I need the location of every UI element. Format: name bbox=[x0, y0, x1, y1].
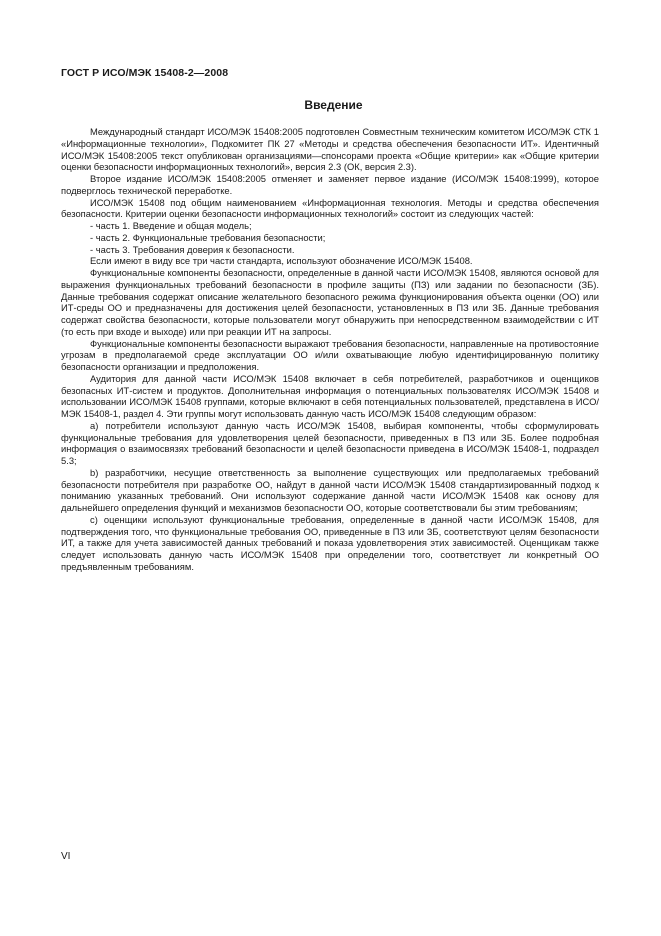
paragraph: Если имеют в виду все три части стандарта, используют обозначение ИСО/МЭК 15408. bbox=[90, 255, 473, 267]
paragraph: Функциональные компоненты безопасности, определенные в данной части ИСО/МЭК 15408, являются основой для выражения функциональных требований безопасности в профиле защиты (ПЗ) или задании по безопасности (ЗБ). Данные требования содержат описание желательного безопасного режима функционирования объекта оценки (ОО) или ИТ-среды ОО и предназначены для достижения целей безопасности, установленных в ПЗ или ЗБ. Данные требования содержат свойства безопасности, которые пользователи могут обнаружить при непосредственном взаимодействии с ИТ (то есть при входе и выходе) или при реакции ИТ на запросы. bbox=[61, 267, 599, 337]
paragraph: Второе издание ИСО/МЭК 15408:2005 отменяет и заменяет первое издание (ИСО/МЭК 15408:1999), которое подверглось технической переработке. bbox=[61, 173, 599, 196]
page-number: VI bbox=[61, 851, 71, 862]
paragraph: Международный стандарт ИСО/МЭК 15408:2005 подготовлен Совместным техническим комитетом ИСО/МЭК СТК 1 «Информационные технологии», Подкомитет ПК 27 «Методы и средства обеспечения безопасности ИТ». Идентичный ИСО/МЭК 15408:2005 текст опубликован организациями—спонсорами проекта «Общие критерии» как «Общие критерии оценки безопасности информационных технологий», версия 2.3 (ОК, версия 2.3). bbox=[61, 126, 599, 173]
paragraph: Аудитория для данной части ИСО/МЭК 15408 включает в себя потребителей, разработчиков и оценщиков безопасных ИТ-систем и продуктов. Дополнительная информация о потенциальных пользователях ИСО/МЭК 15408 и использовании ИСО/МЭК 15408 группами, которые включают в себя потенциальных пользователей, представлена в ИСО/МЭК 15408-1, раздел 4. Эти группы могут использовать данную часть ИСО/МЭК 15408 следующим образом: bbox=[61, 372, 599, 419]
paragraph: c) оценщики используют функциональные требования, определенные в данной части ИСО/МЭК 15408, для подтверждения того, что функциональные требования ОО, приведенные в ПЗ или ЗБ, соответствуют целям безопасности ИТ, а также для учета зависимостей данных требований и показа удовлетворения этих зависимостей. Оценщикам также следует использовать данную часть ИСО/МЭК 15408 при определении того, соответствует ли конкретный ОО предъявленным требованиям. bbox=[61, 513, 599, 572]
paragraph: b) разработчики, несущие ответственность за выполнение существующих или предполагаемых требований безопасности потребителя при разработке ОО, найдут в данной части ИСО/МЭК 15408 стандартизированный подход к пониманию указанных требований. Они используют содержание данной части ИСО/МЭК 15408 как основу для дальнейшего определения функций и механизмов безопасности ОО, которые соответствовали бы этим требованиям; bbox=[61, 466, 599, 513]
paragraph: ИСО/МЭК 15408 под общим наименованием «Информационная технология. Методы и средства обеспечения безопасности. Критерии оценки безопасности информационных технологий» состоит из следующих частей: bbox=[61, 196, 599, 220]
section-title: Введение bbox=[304, 98, 363, 112]
document-header: ГОСТ Р ИСО/МЭК 15408-2—2008 bbox=[61, 67, 229, 79]
body-text bbox=[61, 126, 599, 573]
list-item: - часть 1. Введение и общая модель; bbox=[90, 220, 252, 231]
paragraph: a) потребители используют данную часть ИСО/МЭК 15408, выбирая компоненты, чтобы сформулировать функциональные требования для удовлетворения целей безопасности, приведенных в ПЗ или ЗБ. Более подробная информация о взаимосвязях требований безопасности и целей безопасности приведена в ИСО/МЭК 15408-1, подраздел 5.3; bbox=[61, 419, 599, 466]
list-item: - часть 2. Функциональные требования безопасности; bbox=[90, 231, 326, 243]
paragraph: Функциональные компоненты безопасности выражают требования безопасности, направленные на противостояние угрозам в предполагаемой среде эксплуатации ОО и/или охватывающие любую идентифицированную политику безопасности организации и предположения. bbox=[61, 337, 599, 372]
list-item: - часть 3. Требования доверия к безопасности. bbox=[90, 243, 295, 255]
